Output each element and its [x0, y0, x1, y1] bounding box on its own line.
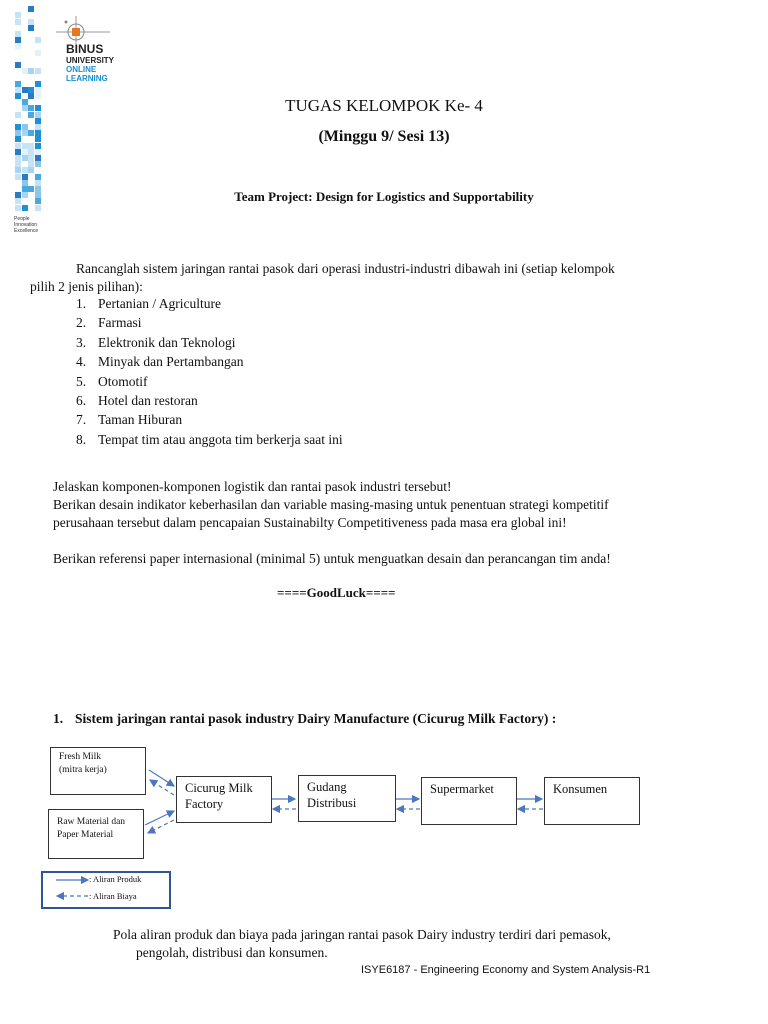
mosaic-tile	[22, 174, 28, 180]
logo-binus: BINUS	[66, 42, 104, 56]
mosaic-tile	[28, 6, 34, 12]
page-footer: ISYE6187 - Engineering Economy and System Analysis-R1	[361, 964, 651, 976]
mosaic-tile	[28, 155, 34, 161]
list-item-label: Elektronik dan Teknologi	[98, 334, 236, 350]
logo-learning: LEARNING	[66, 74, 108, 83]
mosaic-tile	[15, 43, 21, 49]
brand-tagline: People Innovation Excellence	[14, 216, 39, 234]
mosaic-tile	[22, 205, 28, 211]
list-item	[76, 296, 576, 315]
list-item-number: 2.	[76, 315, 87, 331]
list-item-label: Otomotif	[98, 373, 148, 389]
node-gudang: Gudang Distribusi	[298, 775, 396, 822]
list-item-number: 7.	[76, 412, 87, 428]
intro-line-1: Rancanglah sistem jaringan rantai pasok dari operasi industri-industri dibawah ini (setiap kelompok	[76, 261, 615, 276]
list-item-label: Tempat tim atau anggota tim berkerja saat ini	[98, 431, 343, 447]
arrow-freshmilk-product	[149, 770, 174, 786]
mosaic-tile	[15, 81, 21, 87]
list-item-number: 3.	[76, 334, 87, 350]
mosaic-tile	[22, 87, 28, 93]
mosaic-tile	[35, 180, 41, 186]
assignment-title: TUGAS KELOMPOK Ke- 4	[285, 96, 483, 115]
mosaic-tile	[28, 68, 34, 74]
list-item-label: Taman Hiburan	[98, 412, 183, 428]
list-item-label: Minyak dan Pertambangan	[98, 354, 244, 370]
mosaic-tile	[28, 161, 34, 167]
mosaic-tile	[15, 31, 21, 37]
section-title: Sistem jaringan rantai pasok industry Dairy Manufacture (Cicurug Milk Factory) :	[75, 711, 557, 726]
node-supermarket: Supermarket	[421, 777, 517, 825]
mosaic-tile	[15, 167, 21, 173]
list-item	[76, 315, 576, 334]
mosaic-tile	[15, 19, 21, 25]
industry-options-list	[76, 296, 576, 451]
mosaic-tile	[35, 37, 41, 43]
arrow-freshmilk-cost	[150, 780, 174, 795]
list-item-number: 4.	[76, 354, 87, 370]
legend-box	[41, 871, 171, 909]
mosaic-tile	[15, 205, 21, 211]
mosaic-tile	[35, 161, 41, 167]
mosaic-tile	[15, 161, 21, 167]
summary-line-1: Pola aliran produk dan biaya pada jaringan rantai pasok Dairy industry terdiri dari pemasok,	[113, 927, 611, 942]
list-item	[76, 374, 576, 393]
instruction-line-1: Jelaskan komponen-komponen logistik dan rantai pasok industri tersebut!	[53, 479, 452, 494]
mosaic-tile	[35, 205, 41, 211]
list-item-label: Farmasi	[98, 315, 142, 331]
mosaic-tile	[15, 37, 21, 43]
mosaic-tile	[22, 149, 28, 155]
arrow-raw-product	[145, 811, 174, 825]
mosaic-tile	[22, 155, 28, 161]
list-item-number: 8.	[76, 431, 87, 447]
list-item	[76, 335, 576, 354]
mosaic-tile	[15, 62, 21, 68]
list-item-label: Hotel dan restoran	[98, 392, 198, 408]
legend-cost-label: : Aliran Biaya	[89, 891, 137, 901]
mosaic-tile	[15, 155, 21, 161]
mosaic-tile	[15, 12, 21, 18]
mosaic-tile	[15, 149, 21, 155]
mosaic-tile	[35, 174, 41, 180]
mosaic-tile	[35, 68, 41, 74]
project-title: Team Project: Design for Logistics and Supportability	[234, 189, 534, 204]
logo-university: UNIVERSITY	[66, 56, 115, 65]
session-label: (Minggu 9/ Sesi 13)	[318, 128, 450, 145]
mosaic-tile	[35, 149, 41, 155]
instruction-line-2: Berikan desain indikator keberhasilan dan variable masing-masing untuk penentuan strategi kompetitif	[53, 497, 609, 512]
mosaic-tile	[22, 167, 28, 173]
mosaic-tile	[15, 87, 21, 93]
mosaic-tile	[22, 180, 28, 186]
list-item	[76, 354, 576, 373]
goodluck-text: ====GoodLuck====	[277, 585, 396, 600]
supply-chain-diagram	[0, 740, 768, 920]
mosaic-tile	[35, 81, 41, 87]
list-item-number: 1.	[76, 296, 87, 311]
mosaic-tile	[15, 174, 21, 180]
legend-product-label: : Aliran Produk	[89, 874, 142, 884]
mosaic-tile	[28, 87, 34, 93]
mosaic-tile	[28, 167, 34, 173]
mosaic-tile	[22, 68, 28, 74]
summary-line-2: pengolah, distribusi dan konsumen.	[136, 945, 328, 960]
list-item	[76, 393, 576, 412]
mosaic-tile	[35, 87, 41, 93]
list-item-number: 6.	[76, 392, 87, 408]
list-item	[76, 412, 576, 431]
node-konsumen: Konsumen	[544, 777, 640, 825]
intro-line-2: pilih 2 jenis pilihan):	[30, 279, 143, 294]
section-number: 1.	[53, 711, 64, 726]
node-raw-material: Raw Material dan Paper Material	[48, 809, 144, 859]
list-item	[76, 432, 576, 451]
mosaic-tile	[35, 50, 41, 56]
node-fresh-milk: Fresh Milk (mitra kerja)	[50, 747, 146, 795]
mosaic-tile	[28, 25, 34, 31]
list-item-number: 5.	[76, 373, 87, 389]
list-item-label: Pertanian / Agriculture	[98, 296, 221, 311]
mosaic-tile	[28, 149, 34, 155]
instruction-line-3: perusahaan tersebut dalam pencapaian Sustainabilty Competitiveness pada masa era global ini!	[53, 515, 567, 530]
binus-logo	[54, 14, 134, 94]
mosaic-tile	[28, 19, 34, 25]
instruction-line-4: Berikan referensi paper internasional (minimal 5) untuk menguatkan desain dan perancangan tim anda!	[53, 551, 611, 566]
mosaic-tile	[35, 118, 41, 124]
logo-online: ONLINE	[66, 65, 97, 74]
node-factory: Cicurug Milk Factory	[176, 776, 272, 823]
mosaic-tile	[35, 155, 41, 161]
